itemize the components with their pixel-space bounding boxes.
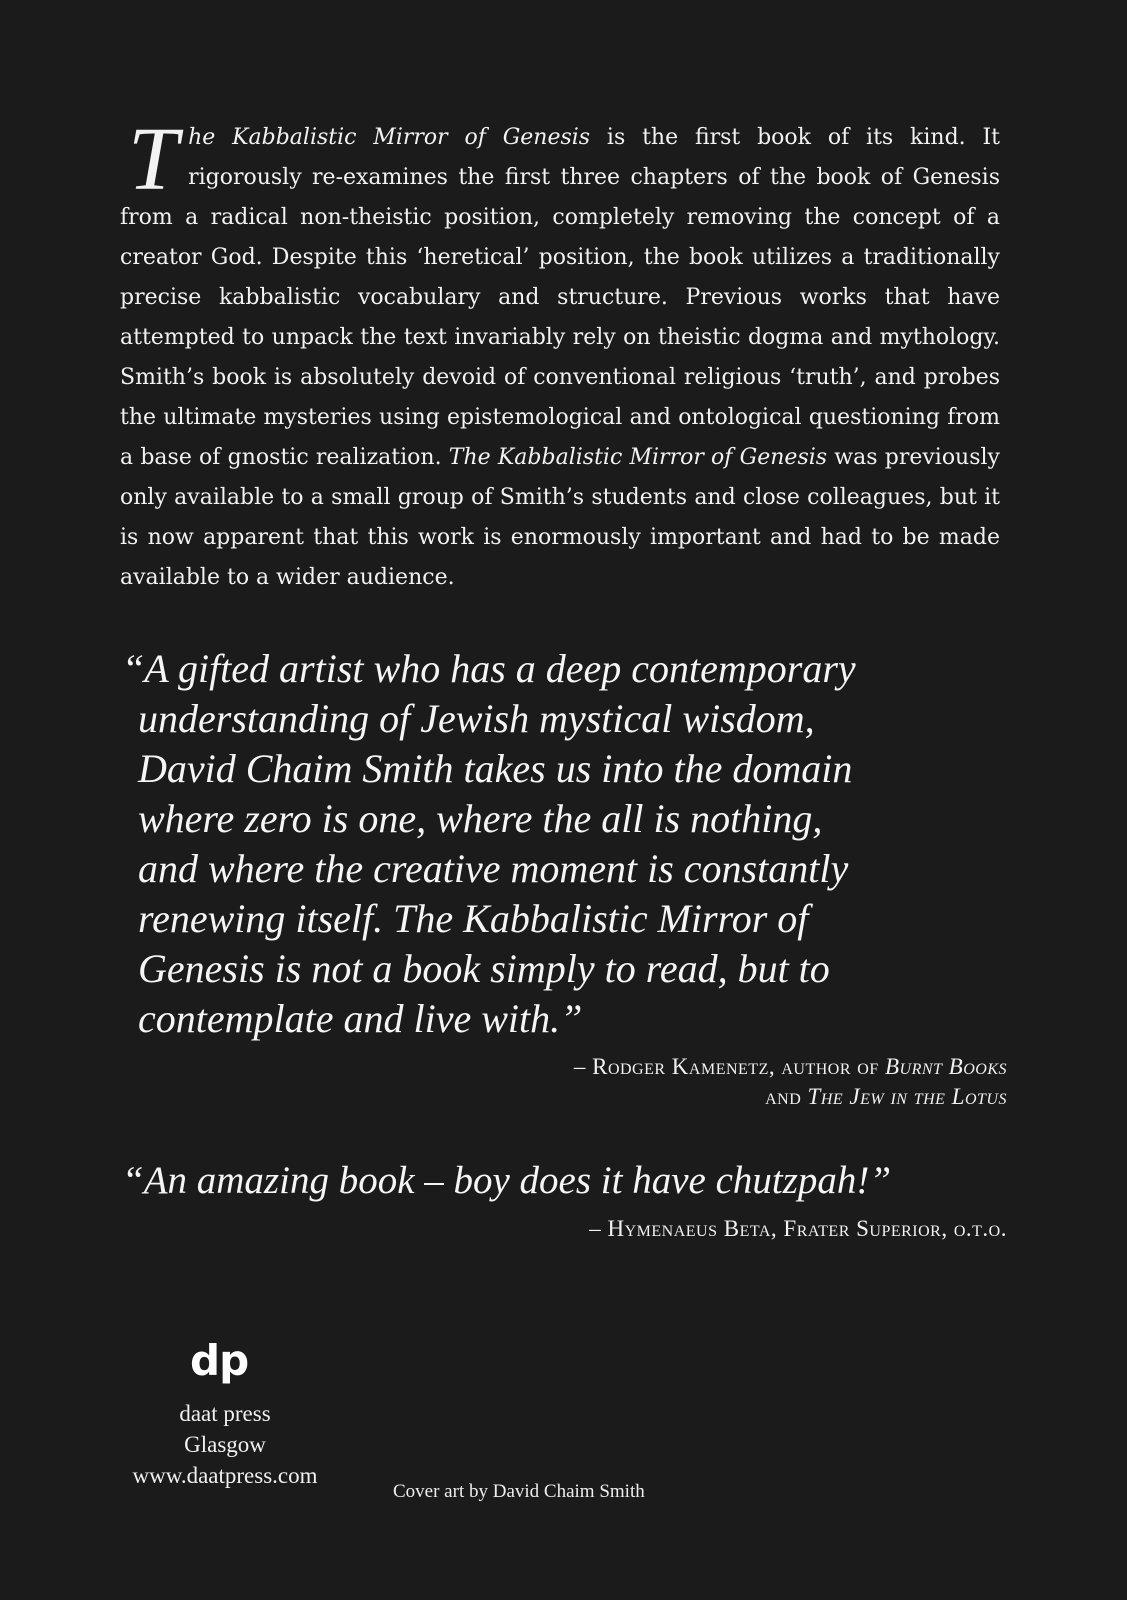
quote-kamenetz-attribution — [574, 1052, 1007, 1112]
attribution-and: and — [765, 1084, 808, 1109]
publisher-logo: dp — [190, 1336, 249, 1385]
quote-line: and where the creative moment is constantly — [138, 846, 849, 891]
publisher-name: daat press — [179, 1401, 271, 1426]
blurb-text-2: was previously only available to a small group of Smith’s students and close colleagues, but it is now apparent that this work is enormously important and had to be made available to a wider audience. — [120, 445, 1000, 590]
attribution-book-1: Burnt Books — [884, 1054, 1007, 1079]
attribution-prefix: – Rodger Kamenetz, author of — [573, 1054, 885, 1079]
publisher-info — [120, 1398, 330, 1491]
publisher-website: www.daatpress.com — [132, 1463, 318, 1488]
blurb-title-2: The Kabbalistic Mirror of Genesis — [448, 445, 828, 470]
drop-cap: T — [128, 110, 179, 209]
blurb-text: is the first book of its kind. It rigorously re-examines the first three chapters of the book of Genesis from a radical non-theistic position, completely removing the concept of a creator God. Despite this ‘heretical’ position, the book utilizes a traditionally precise kabbalistic vocabulary and structure. Previous works that have attempted to unpack the text invariably rely on theistic dogma and mythology. Smith’s book is absolutely devoid of conventional religious ‘truth’, and probes the ultimate mysteries using epistemological and ontological questioning from a base of gnostic realization. — [120, 125, 1001, 470]
quote-line: Genesis is not a book simply to read, but to — [138, 946, 830, 991]
blurb-title: he Kabbalistic Mirror of Genesis — [188, 125, 591, 150]
quote-line: David Chaim Smith takes us into the domain — [138, 746, 853, 791]
publisher-city: Glasgow — [184, 1432, 266, 1457]
quote-kamenetz — [122, 644, 1002, 1044]
quote-line: “A gifted artist who has a deep contemporary — [122, 646, 856, 691]
quote-line: renewing itself. The Kabbalistic Mirror of — [138, 896, 809, 941]
quote-line: understanding of Jewish mystical wisdom, — [138, 696, 815, 741]
quote-line: contemplate and live with.” — [138, 996, 583, 1041]
quote-beta: “An amazing book – boy does it have chutzpah!” — [122, 1159, 892, 1202]
attribution-book-2: The Jew in the Lotus — [807, 1084, 1007, 1109]
blurb-paragraph — [120, 110, 1001, 598]
quote-line: where zero is one, where the all is nothing, — [138, 796, 823, 841]
quote-beta-attribution: – Hymenaeus Beta, Frater Superior, o.t.o. — [589, 1216, 1007, 1241]
cover-art-credit: Cover art by David Chaim Smith — [393, 1481, 645, 1502]
